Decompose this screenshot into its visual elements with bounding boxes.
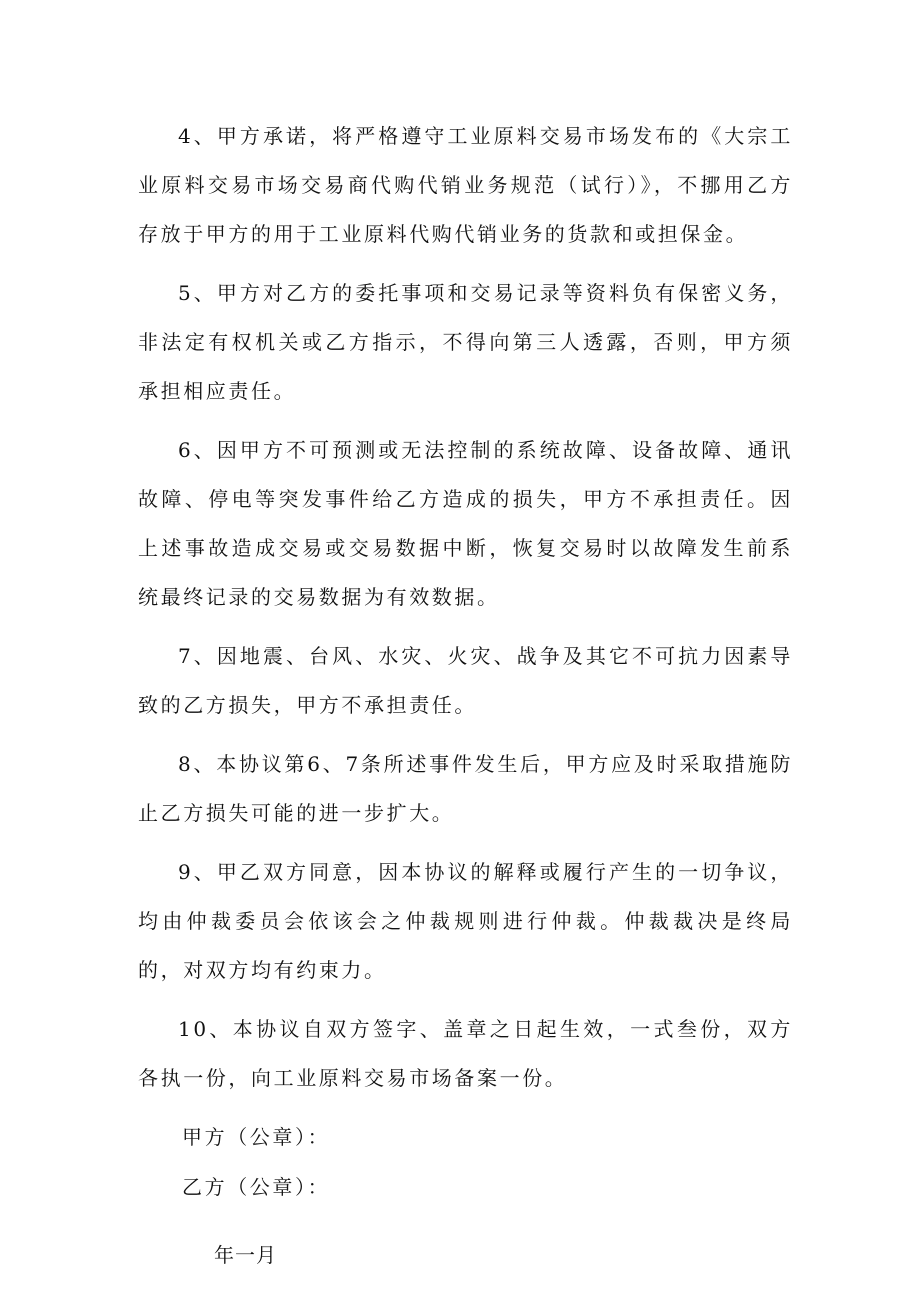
party-a-seal-line: 甲方（公章）：	[182, 1125, 331, 1149]
clause-9: 9、甲乙双方同意，因本协议的解释或履行产生的一切争议，均由仲裁委员会依该会之仲裁规则进行仲裁。仲裁裁决是终局的，对双方均有约束力。	[138, 860, 793, 982]
clause-4: 4、甲方承诺，将严格遵守工业原料交易市场发布的《大宗工业原料交易市场交易商代购代销业务规范（试行）》，不挪用乙方存放于甲方的用于工业原料代购代销业务的货款和或担保金。	[138, 124, 793, 246]
clause-5: 5、甲方对乙方的委托事项和交易记录等资料负有保密义务，非法定有权机关或乙方指示，不得向第三人透露，否则，甲方须承担相应责任。	[138, 281, 793, 403]
clause-6: 6、因甲方不可预测或无法控制的系统故障、设备故障、通讯故障、停电等突发事件给乙方造成的损失，甲方不承担责任。因上述事故造成交易或交易数据中断，恢复交易时以故障发生前系统最终记录的交易数据为有效数据。	[138, 438, 793, 609]
clause-7: 7、因地震、台风、水灾、火灾、战争及其它不可抗力因素导致的乙方损失，甲方不承担责任。	[138, 644, 793, 717]
agreement-body	[138, 112, 793, 1280]
party-b-seal-line: 乙方（公章）：	[182, 1175, 331, 1199]
clause-10: 10、本协议自双方签字、盖章之日起生效，一式叁份，双方各执一份，向工业原料交易市场备案一份。	[138, 1017, 793, 1090]
clause-8: 8、本协议第6、7条所述事件发生后，甲方应及时采取措施防止乙方损失可能的进一步扩大。	[138, 752, 793, 825]
date-line: 年一月	[214, 1243, 277, 1267]
